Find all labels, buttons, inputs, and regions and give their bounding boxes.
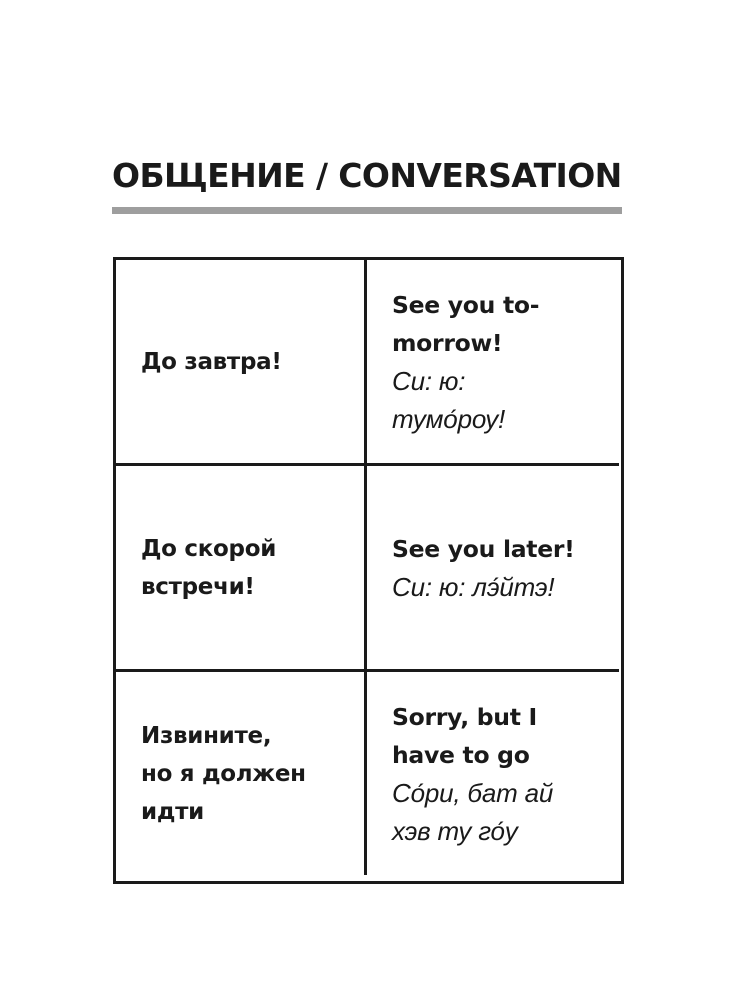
english-phrase: See you later!	[392, 534, 575, 563]
phrase-cell-russian	[116, 672, 367, 875]
russian-phrase: До завтра!	[141, 348, 282, 375]
english-phrase: See you to- morrow!	[392, 290, 540, 357]
title-underline	[112, 207, 622, 214]
english-phrase: Sorry, but I have to go	[392, 702, 537, 769]
phrase-table	[113, 257, 624, 884]
transcription: Си: ю: лэ́йтэ!	[392, 571, 555, 602]
transcription: Со́ри, бат ай хэв ту го́у	[392, 777, 554, 846]
phrase-cell-english	[367, 672, 619, 875]
phrase-cell-english	[367, 260, 619, 466]
page-title: ОБЩЕНИЕ / CONVERSATION	[112, 156, 622, 195]
transcription: Си: ю: тумо́роу!	[392, 365, 506, 434]
phrase-cell-russian	[116, 260, 367, 466]
russian-phrase: До скорой встречи!	[141, 535, 277, 600]
phrase-cell-english	[367, 466, 619, 672]
russian-phrase: Извините, но я должен идти	[141, 722, 306, 825]
phrase-cell-russian	[116, 466, 367, 672]
